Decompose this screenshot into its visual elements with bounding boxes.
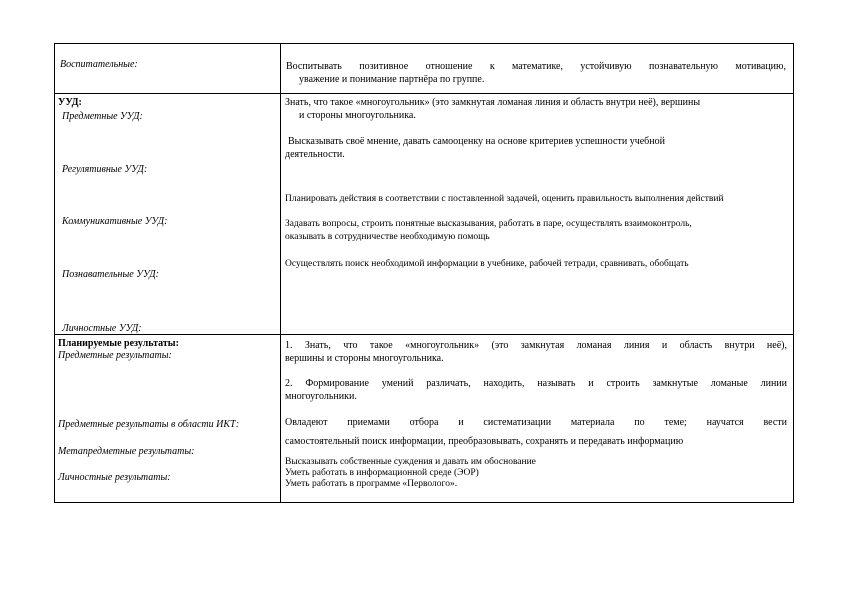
text-predmet-results-1: 1. Знать, что такое «многоугольник» (это замкнутая ломаная линия и область внутри неё), (285, 340, 787, 351)
row-vospitatelnye (55, 44, 793, 94)
label-lichn-uud: Личностные УУД: (62, 323, 142, 334)
text-ikt-results-1: Овладеют приемами отбора и систематизации материала по теме; научатся вести (285, 417, 787, 428)
cell-left (55, 44, 281, 93)
text-lichn-uud-1: Высказывать своё мнение, давать самооценку на основе критериев успешности учебной (288, 136, 665, 147)
cell-right (281, 94, 793, 334)
text-lichn-uud-2: деятельности. (285, 149, 345, 160)
text-predmet-uud-2: и стороны многоугольника. (299, 110, 416, 121)
text-predmet-results-3: 2. Формирование умений различать, находить, называть и строить замкнутые ломаные линии (285, 378, 787, 389)
text-pozn-uud: Осуществлять поиск необходимой информации в учебнике, рабочей тетради, сравнивать, обобщать (285, 259, 689, 269)
text-komm-uud-1: Задавать вопросы, строить понятные высказывания, работать в паре, осуществлять взаимоконтроль, (285, 219, 692, 229)
lesson-table (54, 43, 794, 503)
text-lichn-results-1: Уметь работать в информационной среде (ЭОР) (285, 468, 479, 478)
row-uud (55, 94, 793, 335)
label-lichn-results: Личностные результаты: (58, 472, 171, 483)
text-metapredmet-results: Высказывать собственные суждения и давать им обоснование (285, 457, 536, 467)
text-lichn-results-2: Уметь работать в программе «Перволого». (285, 479, 458, 489)
text-predmet-results-2: вершины и стороны многоугольника. (285, 353, 444, 364)
label-pozn-uud: Познавательные УУД: (62, 269, 159, 280)
label-komm-uud: Коммуникативные УУД: (62, 216, 168, 227)
label-predmet-uud: Предметные УУД: (62, 111, 143, 122)
label-predmet-results: Предметные результаты: (58, 350, 172, 361)
text-vospitatelnye-2: уважение и понимание партнёра по группе. (299, 74, 485, 85)
label-metapredmet-results: Метапредметные результаты: (58, 446, 195, 457)
cell-left (55, 94, 281, 334)
cell-right (281, 335, 793, 502)
text-regul-uud: Планировать действия в соответствии с поставленной задачей, оценить правильность выполнения действий (285, 194, 724, 204)
label-regul-uud: Регулятивные УУД: (62, 164, 148, 175)
text-predmet-uud-1: Знать, что такое «многоугольник» (это замкнутая ломаная линия и область внутри неё), вершины (285, 97, 701, 108)
text-ikt-results-2: самостоятельный поиск информации, преобразовывать, сохранять и передавать информацию (285, 436, 684, 447)
label-planned-results: Планируемые результаты: (58, 338, 179, 349)
text-komm-uud-2: оказывать в сотрудничестве необходимую помощь (285, 232, 490, 242)
cell-left (55, 335, 281, 502)
text-predmet-results-4: многоугольники. (285, 391, 357, 402)
row-planned-results (55, 335, 793, 502)
cell-right (281, 44, 793, 93)
text-vospitatelnye-1: Воспитывать позитивное отношение к математике, устойчивую познавательную мотивацию, (286, 61, 786, 72)
label-vospitatelnye: Воспитательные: (60, 59, 138, 70)
label-ikt-results: Предметные результаты в области ИКТ: (58, 419, 240, 430)
label-uud: УУД: (58, 97, 82, 108)
